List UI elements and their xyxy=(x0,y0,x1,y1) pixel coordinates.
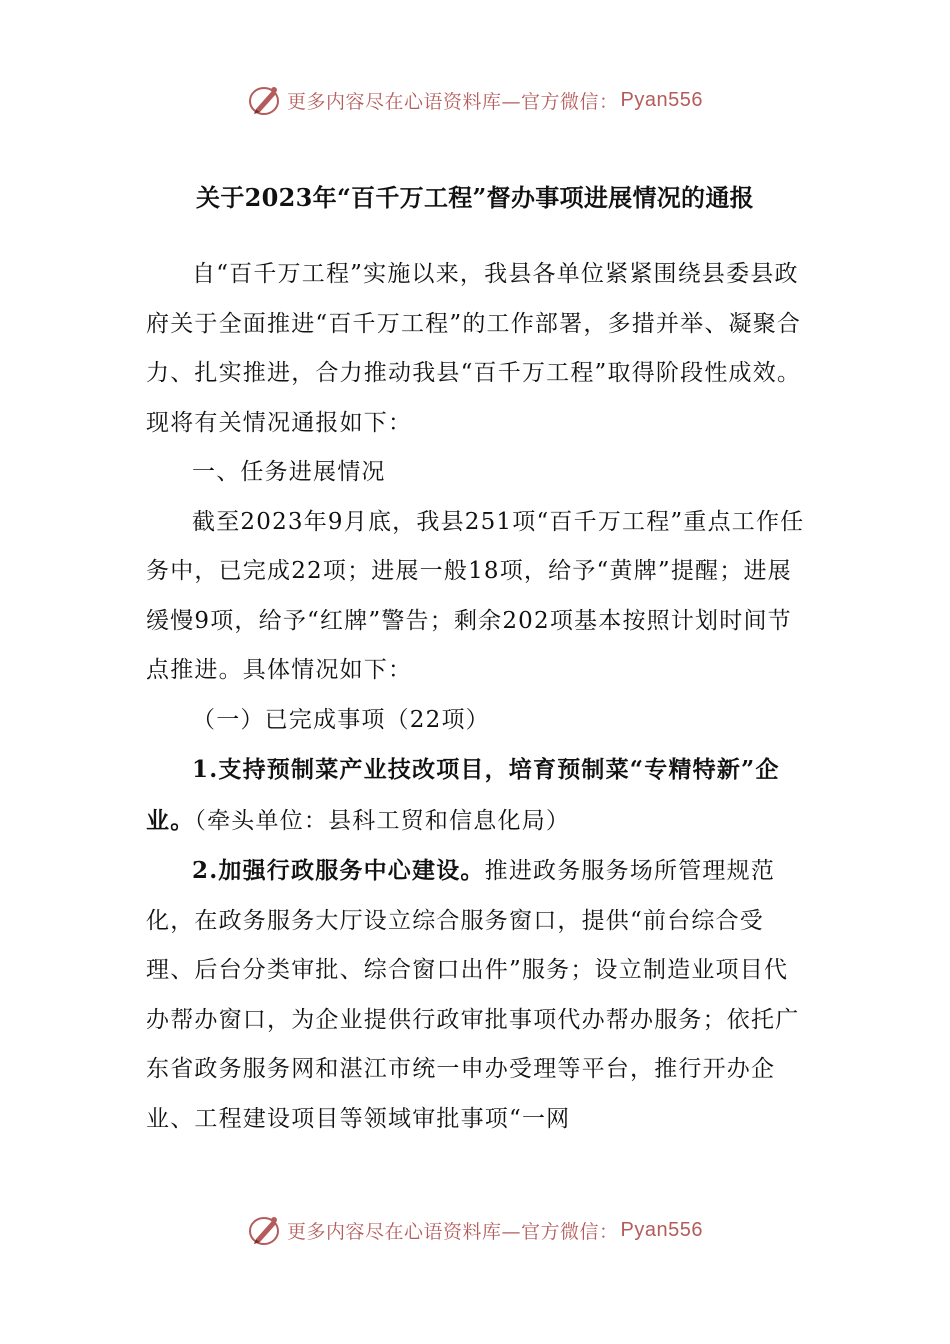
subsection-heading-1: （一）已完成事项（22项） xyxy=(192,706,490,733)
watermark-id: Pyan556 xyxy=(620,88,703,111)
progress-paragraph: 截至2023年9月底，我县251项“百千万工程”重点工作任务中，已完成22项；进展一般18项，给予“黄牌”提醒；进展缓慢9项，给予“红牌”警告；剩余202项基本按照计划时间节点推进。具体情况如下： xyxy=(146,508,805,683)
section-heading-1: 一、任务进展情况 xyxy=(192,459,386,485)
watermark-text: 更多内容尽在心语资料库—官方微信： xyxy=(287,1220,619,1243)
watermark-header xyxy=(0,82,950,118)
pen-logo-icon xyxy=(247,82,283,118)
item-2-body: 推进政务服务场所管理规范化，在政务服务大厅设立综合服务窗口，提供“前台综合受理、后台分类审批、综合窗口出件”服务；设立制造业项目代办帮办窗口，为企业提供行政审批事项代办帮办服务；依托广东省政务服务网和湛江市统一申办受理等平台，推行开办企业、工程建设项目等领域审批事项“一网 xyxy=(146,858,800,1132)
watermark-id: Pyan556 xyxy=(620,1218,703,1241)
intro-paragraph: 自“百千万工程”实施以来，我县各单位紧紧围绕县委县政府关于全面推进“百千万工程”的工作部署，多措并举、凝聚合力、扎实推进，合力推动我县“百千万工程”取得阶段性成效。现将有关情况通报如下： xyxy=(146,261,802,436)
pen-logo-icon xyxy=(247,1212,283,1248)
watermark-text: 更多内容尽在心语资料库—官方微信： xyxy=(287,90,619,113)
item-1 xyxy=(146,745,806,846)
item-1-title: 1.支持预制菜产业技改项目，培育预制菜“专精特新”企业。 xyxy=(146,756,780,834)
document-body xyxy=(146,250,806,1144)
document-title: 关于2023年“百千万工程”督办事项进展情况的通报 xyxy=(196,183,754,212)
item-2 xyxy=(146,846,806,1144)
item-1-lead-unit: （牵头单位：县科工贸和信息化局） xyxy=(194,807,571,834)
item-2-title: 2.加强行政服务中心建设。 xyxy=(192,857,485,884)
watermark-footer xyxy=(0,1212,950,1248)
